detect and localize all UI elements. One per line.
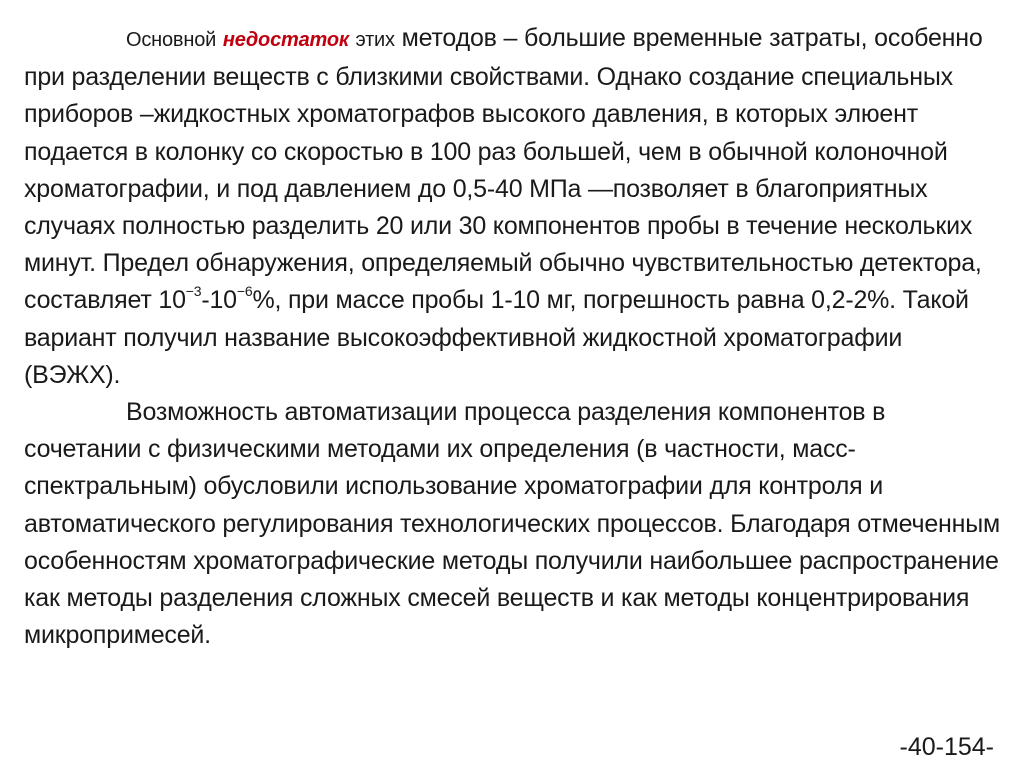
- paragraph-1-text-a: методов – большие временные затраты, особенно при разделении веществ с близкими свойствами. Однако создание специальных приборов –жидкостных хроматографов высокого давления, в которых элюент подается в колонку со скоростью в 100 раз большей, чем в обычной колоночной хроматографии, и под давлением до 0,5-40 МПа —позволяет в благоприятных случаях полностью разделить 20 или 30 компонентов пробы в течение нескольких минут. Предел обнаружения, определяемый обычно чувствительностью детектора, составляет 10: [24, 24, 983, 315]
- emphasis-word: недостаток: [222, 29, 349, 51]
- exponent-1: −3: [185, 283, 202, 300]
- range-dash: -10: [201, 286, 237, 315]
- exponent-2: −6: [236, 283, 253, 300]
- slide-body: [24, 20, 1000, 760]
- page-number: -40-154-: [899, 733, 994, 761]
- paragraph-2: Возможность автоматизации процесса разделения компонентов в сочетании с физическими методами их определения (в частности, масс-спектральным) обусловили использование хроматографии для контроля и автоматического регулирования технологических процессов. Благодаря отмеченным особенностям хроматографические методы получили наибольшее распространение как методы разделения сложных смесей веществ и как методы концентрирования микропримесей.: [24, 398, 1000, 650]
- paragraph-1: [24, 20, 1000, 394]
- paragraph-1-text-b: %, при массе пробы 1-10 мг, погрешность равна 0,2-2%. Такой вариант получил название высокоэффективной жидкостной хроматографии (ВЭЖХ).: [24, 286, 969, 389]
- after-emphasis-word: этих: [355, 29, 395, 51]
- lead-word: Основной: [126, 29, 217, 51]
